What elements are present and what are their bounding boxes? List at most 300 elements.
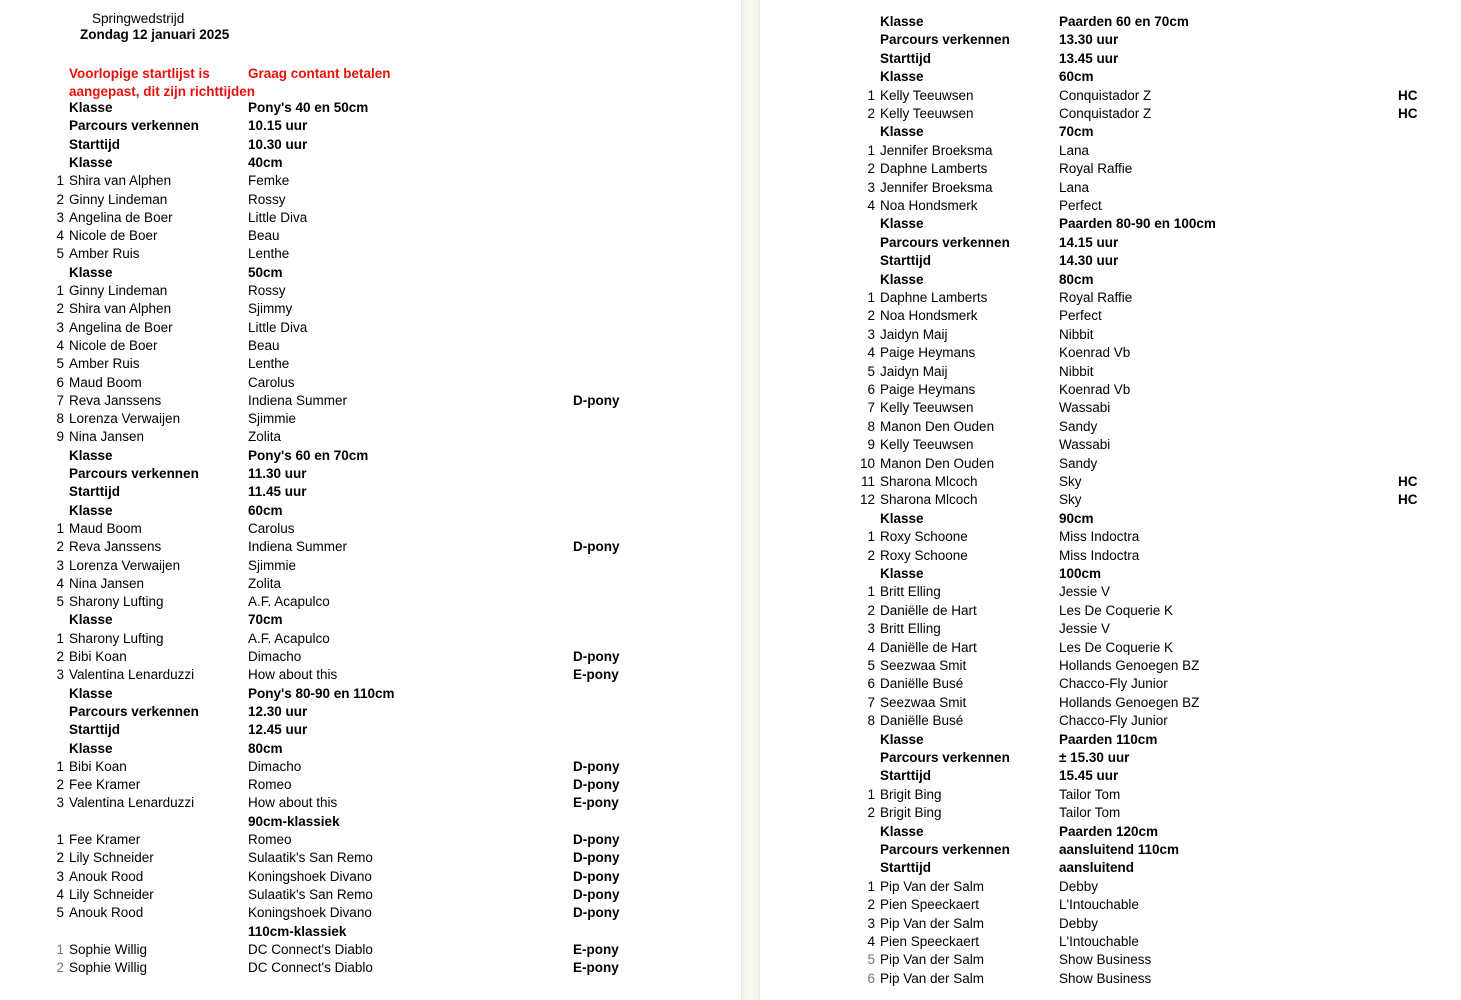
start-number: 1 (867, 584, 875, 600)
start-number: 1 (56, 630, 64, 646)
horse-name: Rossy (248, 191, 286, 207)
field-value: 10.30 uur (248, 136, 308, 152)
category-label: D-pony (573, 777, 620, 793)
rider-name: Lorenza Verwaijen (69, 411, 181, 427)
start-number: 7 (867, 400, 875, 416)
horse-name: Sjimmy (248, 301, 293, 317)
horse-name: Koenrad Vb (1059, 382, 1131, 397)
start-number: 6 (56, 374, 64, 390)
startlist-row (0, 868, 741, 886)
class-header-row (760, 13, 1461, 31)
horse-name: Sandy (1059, 455, 1098, 471)
class-header-row (0, 923, 741, 941)
category-label: E-pony (573, 941, 619, 957)
rider-name: Valentina Lenarduzzi (69, 795, 195, 811)
start-number: 5 (867, 952, 875, 968)
class-header-row (760, 749, 1461, 767)
category-label: E-pony (573, 795, 619, 811)
field-value: 60cm (1059, 69, 1094, 85)
horse-name: Miss Indoctra (1059, 529, 1140, 545)
class-header-row (760, 510, 1461, 528)
startlist-row (0, 794, 741, 812)
start-number: 1 (56, 832, 64, 847)
field-value: 90cm-klassiek (248, 813, 340, 829)
start-number: 6 (867, 970, 875, 986)
horse-name: Conquistador Z (1059, 87, 1152, 103)
start-number: 5 (867, 658, 875, 673)
start-number: 3 (56, 795, 64, 811)
field-label: Klasse (880, 124, 924, 140)
field-value: 70cm (1059, 124, 1094, 140)
field-label: Klasse (69, 264, 113, 280)
horse-name: Perfect (1059, 308, 1102, 324)
field-value: 70cm (248, 612, 283, 628)
horse-name: How about this (248, 667, 338, 683)
startlist-row (760, 363, 1461, 381)
rider-name: Daphne Lamberts (880, 290, 988, 305)
start-number: 1 (56, 758, 64, 774)
rider-name: Sharony Lufting (69, 630, 164, 646)
class-header-row (760, 31, 1461, 49)
horse-name: Koningshoek Divano (248, 905, 372, 921)
horse-name: Zolita (248, 575, 282, 591)
startlist-row (760, 620, 1461, 638)
rider-name: Manon Den Ouden (880, 418, 995, 434)
field-label: Klasse (880, 216, 924, 232)
horse-name: Wassabi (1059, 400, 1111, 416)
start-number: 2 (56, 960, 64, 976)
rider-name: Pien Speeckaert (880, 934, 980, 949)
class-header-row (0, 264, 741, 282)
rider-name: Daniëlle de Hart (880, 639, 977, 655)
field-value: 80cm (1059, 271, 1094, 287)
class-header-row (0, 611, 741, 629)
startlist-row (760, 712, 1461, 730)
class-header-row (760, 859, 1461, 877)
rider-name: Kelly Teeuwsen (880, 437, 974, 453)
horse-name: Debby (1059, 878, 1099, 894)
field-value: 11.45 uur (248, 484, 307, 500)
class-header-row (760, 841, 1461, 859)
horse-name: Indiena Summer (248, 392, 348, 408)
horse-name: Tailor Tom (1059, 786, 1121, 802)
rider-name: Jaidyn Maij (880, 326, 948, 342)
rider-name: Paige Heymans (880, 345, 976, 361)
start-number: 1 (56, 173, 64, 189)
horse-name: L'Intouchable (1059, 934, 1139, 949)
horse-name: Hollands Genoegen BZ (1059, 658, 1200, 673)
startlist-row (0, 666, 741, 684)
horse-name: Lenthe (248, 356, 290, 372)
class-header-row (0, 502, 741, 520)
horse-name: Dimacho (248, 649, 302, 664)
rider-name: Amber Ruis (69, 246, 140, 262)
start-number: 2 (56, 539, 64, 555)
startlist-row (0, 648, 741, 666)
rider-name: Ginny Lindeman (69, 283, 168, 298)
rider-name: Jaidyn Maij (880, 363, 948, 379)
start-number: 9 (867, 437, 875, 453)
start-number: 3 (867, 326, 875, 342)
horse-name: Conquistador Z (1059, 106, 1152, 121)
field-label: Klasse (880, 566, 924, 581)
horse-name: Sulaatik's San Remo (248, 850, 373, 866)
start-number: 3 (56, 557, 64, 573)
startlist-row (760, 289, 1461, 307)
horse-name: Royal Raffie (1059, 161, 1133, 177)
category-label: D-pony (573, 850, 620, 866)
startlist-row (760, 547, 1461, 565)
field-value: 100cm (1059, 566, 1102, 581)
start-number: 1 (56, 941, 64, 957)
rider-name: Fee Kramer (69, 777, 141, 793)
startlist-row (760, 418, 1461, 436)
startlist-row (760, 491, 1461, 509)
startlist-row (0, 245, 741, 263)
field-value: Paarden 80-90 en 100cm (1059, 216, 1216, 232)
rider-name: Pip Van der Salm (880, 878, 985, 894)
field-value: aansluitend 110cm (1059, 842, 1180, 857)
startlist-row (760, 473, 1461, 491)
start-number: 2 (56, 649, 64, 664)
start-number: 2 (867, 308, 875, 324)
horse-name: Indiena Summer (248, 539, 348, 555)
field-value: 11.30 uur (248, 466, 307, 481)
horse-name: L'Intouchable (1059, 897, 1139, 913)
class-header-row (0, 721, 741, 739)
start-number: 3 (867, 915, 875, 931)
horse-name: Nibbit (1059, 326, 1094, 342)
category-label: D-pony (573, 905, 620, 921)
startlist-row (760, 455, 1461, 473)
start-number: 1 (867, 87, 875, 103)
start-number: 2 (56, 777, 64, 793)
rider-name: Daniëlle Busé (880, 713, 964, 729)
field-label: Klasse (69, 685, 113, 701)
start-number: 2 (56, 191, 64, 207)
field-label: Parcours verkennen (880, 842, 1010, 857)
horse-name: Sulaatik's San Remo (248, 886, 373, 902)
category-label: E-pony (573, 960, 619, 976)
rider-name: Sophie Willig (69, 941, 148, 957)
field-label: Parcours verkennen (69, 703, 199, 719)
field-label: Parcours verkennen (880, 234, 1010, 250)
start-number: 2 (867, 161, 875, 177)
startlist-row (0, 428, 741, 446)
class-header-row (760, 767, 1461, 785)
startlist-row (0, 849, 741, 867)
startlist-row (760, 105, 1461, 123)
startlist-row (760, 160, 1461, 178)
start-number: 1 (867, 290, 875, 305)
field-value: 14.15 uur (1059, 234, 1119, 250)
startlist-notice: Voorlopige startlijst is aangepast, dit zijn richttijden (69, 66, 256, 99)
startlist-row (760, 786, 1461, 804)
rider-name: Jennifer Broeksma (880, 179, 993, 195)
horse-name: Nibbit (1059, 363, 1094, 379)
category-label: D-pony (573, 886, 620, 902)
horse-name: Little Diva (248, 319, 308, 335)
field-label: Starttijd (69, 484, 121, 500)
horse-name: A.F. Acapulco (248, 594, 330, 610)
rider-name: Sharona Mlcoch (880, 474, 978, 489)
rider-name: Nicole de Boer (69, 228, 158, 244)
horse-name: Chacco-Fly Junior (1059, 713, 1168, 729)
rider-name: Sophie Willig (69, 960, 148, 976)
horse-name: Romeo (248, 832, 292, 847)
startlist-row (0, 630, 741, 648)
startlist-row (0, 337, 741, 355)
startlist-row (0, 172, 741, 190)
startlist-row (760, 87, 1461, 105)
startlist-row (0, 410, 741, 428)
horse-name: Sjimmie (248, 411, 297, 427)
class-header-row (0, 154, 741, 172)
rider-name: Bibi Koan (69, 758, 127, 774)
startlist-row (760, 896, 1461, 914)
rider-name: Valentina Lenarduzzi (69, 667, 195, 683)
rider-name: Ginny Lindeman (69, 191, 168, 207)
field-value: 12.30 uur (248, 703, 308, 719)
field-label: Klasse (880, 823, 924, 839)
rider-name: Shira van Alphen (69, 173, 172, 189)
rider-name: Nina Jansen (69, 575, 145, 591)
field-value: ± 15.30 uur (1059, 750, 1130, 765)
class-header-row (0, 447, 741, 465)
horse-name: Romeo (248, 777, 292, 793)
rider-name: Seezwaa Smit (880, 658, 967, 673)
start-number: 2 (867, 106, 875, 121)
category-label: HC (1398, 474, 1418, 489)
rider-name: Shira van Alphen (69, 301, 172, 317)
startlist-row (760, 694, 1461, 712)
category-label: HC (1398, 492, 1418, 508)
start-number: 8 (867, 418, 875, 434)
rider-name: Lorenza Verwaijen (69, 557, 181, 573)
horse-name: Carolus (248, 374, 295, 390)
class-header-row (760, 234, 1461, 252)
start-number: 5 (867, 363, 875, 379)
horse-name: A.F. Acapulco (248, 630, 330, 646)
start-number: 4 (867, 198, 875, 213)
class-header-row (760, 68, 1461, 86)
rider-name: Angelina de Boer (69, 319, 173, 335)
start-number: 3 (56, 209, 64, 225)
start-number: 2 (867, 602, 875, 618)
startlist-row (760, 970, 1461, 988)
rider-name: Daniëlle Busé (880, 676, 964, 692)
field-value: 40cm (248, 154, 283, 170)
startlist-row (760, 657, 1461, 675)
start-number: 3 (867, 621, 875, 637)
startlist-row (760, 878, 1461, 896)
start-number: 1 (56, 520, 64, 536)
horse-name: Beau (248, 337, 280, 353)
class-header-row (760, 271, 1461, 289)
horse-name: Les De Coquerie K (1059, 639, 1174, 655)
rider-name: Kelly Teeuwsen (880, 87, 974, 103)
rider-name: Jennifer Broeksma (880, 142, 993, 158)
field-value: 80cm (248, 740, 283, 756)
start-number: 8 (56, 411, 64, 427)
start-number: 1 (867, 529, 875, 545)
rider-name: Britt Elling (880, 584, 941, 600)
startlist-row (760, 197, 1461, 215)
horse-name: Jessie V (1059, 621, 1111, 637)
start-number: 2 (56, 301, 64, 317)
startlist-row (760, 804, 1461, 822)
start-number: 12 (860, 492, 876, 508)
rider-name: Manon Den Ouden (880, 455, 995, 471)
start-number: 3 (56, 868, 64, 884)
field-value: 50cm (248, 264, 283, 280)
rider-name: Reva Janssens (69, 392, 162, 408)
start-number: 1 (867, 878, 875, 894)
start-number: 2 (867, 897, 875, 913)
field-label: Klasse (69, 154, 113, 170)
startlist-row (760, 142, 1461, 160)
category-label: D-pony (573, 539, 620, 555)
startlist-row (760, 344, 1461, 362)
class-header-row (0, 99, 741, 117)
horse-name: Show Business (1059, 970, 1152, 986)
rider-name: Roxy Schoone (880, 529, 968, 545)
start-number: 4 (867, 934, 875, 949)
startlist-row (0, 593, 741, 611)
horse-name: DC Connect's Diablo (248, 960, 373, 976)
rider-name: Noa Hondsmerk (880, 308, 978, 324)
rider-name: Kelly Teeuwsen (880, 400, 974, 416)
start-number: 4 (56, 575, 64, 591)
rider-name: Paige Heymans (880, 382, 976, 397)
start-number: 4 (867, 345, 875, 361)
start-number: 7 (867, 694, 875, 710)
field-label: Parcours verkennen (880, 32, 1010, 48)
field-value: Paarden 120cm (1059, 823, 1159, 839)
start-number: 5 (56, 246, 64, 262)
startlist-row (0, 886, 741, 904)
field-value: 13.45 uur (1059, 50, 1119, 66)
startlist-row (760, 602, 1461, 620)
startlist-row (0, 227, 741, 245)
startlist-row (0, 538, 741, 556)
start-number: 8 (867, 713, 875, 729)
startlist-row (760, 528, 1461, 546)
class-header-row (760, 123, 1461, 141)
field-value: Pony's 60 en 70cm (248, 447, 369, 463)
category-label: HC (1398, 106, 1418, 121)
startlist-row (0, 282, 741, 300)
horse-name: DC Connect's Diablo (248, 941, 373, 957)
rider-name: Pip Van der Salm (880, 970, 985, 986)
startlist-row (760, 179, 1461, 197)
start-number: 3 (56, 319, 64, 335)
category-label: HC (1398, 87, 1418, 103)
rider-name: Lily Schneider (69, 886, 154, 902)
startlist-row (0, 191, 741, 209)
horse-name: Koningshoek Divano (248, 868, 372, 884)
horse-name: Zolita (248, 429, 282, 445)
field-label: Starttijd (69, 136, 121, 152)
rider-name: Pien Speeckaert (880, 897, 980, 913)
rider-name: Roxy Schoone (880, 547, 968, 563)
start-number: 3 (56, 667, 64, 683)
rider-name: Seezwaa Smit (880, 694, 967, 710)
class-header-row (0, 483, 741, 501)
field-label: Klasse (880, 271, 924, 287)
start-number: 6 (867, 382, 875, 397)
rider-name: Sharony Lufting (69, 594, 164, 610)
horse-name: Femke (248, 173, 290, 189)
rider-name: Fee Kramer (69, 832, 141, 847)
horse-name: Sjimmie (248, 557, 297, 573)
startlist-row (0, 557, 741, 575)
startlist-row (0, 355, 741, 373)
field-label: Starttijd (880, 50, 932, 66)
field-label: Klasse (69, 740, 113, 756)
startlist-row (760, 381, 1461, 399)
start-number: 5 (56, 905, 64, 921)
category-label: E-pony (573, 667, 619, 683)
field-label: Klasse (69, 502, 113, 518)
class-header-row (760, 823, 1461, 841)
class-header-row (0, 136, 741, 154)
startlist-row (0, 374, 741, 392)
rider-name: Angelina de Boer (69, 209, 173, 225)
event-date: Zondag 12 januari 2025 (80, 27, 230, 42)
start-number: 2 (56, 850, 64, 866)
start-number: 10 (860, 455, 876, 471)
category-label: D-pony (573, 758, 620, 774)
field-value: 15.45 uur (1059, 768, 1119, 784)
field-value: Pony's 80-90 en 110cm (248, 685, 395, 701)
startlist-row (0, 758, 741, 776)
start-number: 5 (56, 594, 64, 610)
class-header-row (760, 50, 1461, 68)
rider-name: Amber Ruis (69, 356, 140, 372)
horse-name: Sandy (1059, 418, 1098, 434)
startlist-row (0, 300, 741, 318)
field-label: Parcours verkennen (69, 118, 199, 134)
horse-name: Dimacho (248, 758, 302, 774)
field-value: 10.15 uur (248, 118, 308, 134)
rider-name: Sharona Mlcoch (880, 492, 978, 508)
startlist-row (760, 399, 1461, 417)
horse-name: Rossy (248, 283, 286, 298)
start-number: 1 (867, 142, 875, 158)
field-value: 14.30 uur (1059, 253, 1119, 269)
start-number: 3 (867, 179, 875, 195)
horse-name: Tailor Tom (1059, 805, 1121, 821)
horse-name: Royal Raffie (1059, 290, 1133, 305)
rider-name: Noa Hondsmerk (880, 198, 978, 213)
horse-name: Little Diva (248, 209, 308, 225)
rider-name: Maud Boom (69, 520, 142, 536)
field-value: Paarden 110cm (1059, 731, 1158, 747)
category-label: D-pony (573, 649, 620, 664)
horse-name: Lenthe (248, 246, 290, 262)
horse-name: How about this (248, 795, 338, 811)
rider-name: Brigit Bing (880, 786, 942, 802)
rider-name: Kelly Teeuwsen (880, 106, 974, 121)
rider-name: Lily Schneider (69, 850, 154, 866)
field-label: Klasse (880, 14, 924, 29)
start-number: 1 (56, 283, 64, 298)
field-value: 12.45 uur (248, 722, 308, 738)
startlist-row (760, 639, 1461, 657)
start-number: 1 (867, 786, 875, 802)
startlist-row (0, 776, 741, 794)
